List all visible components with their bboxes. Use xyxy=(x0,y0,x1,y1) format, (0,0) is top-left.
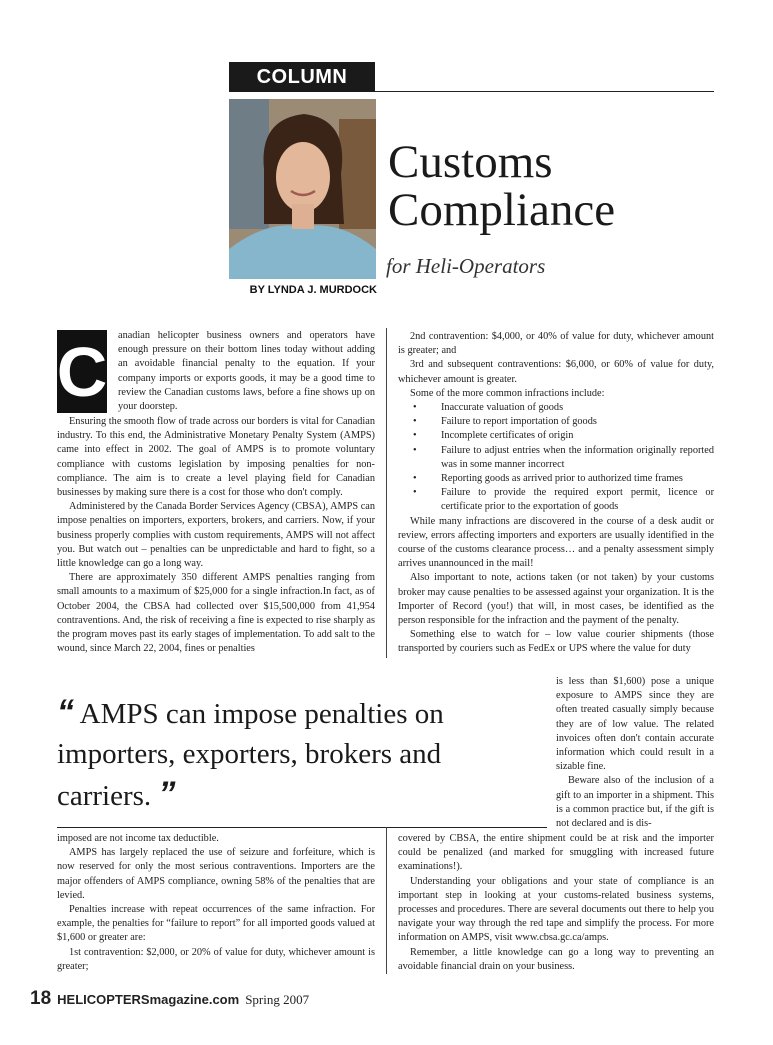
open-quote-icon: “ xyxy=(57,693,74,731)
list-item: • Inaccurate valuation of goods xyxy=(398,401,714,415)
paragraph: 3rd and subsequent contraventions: $6,000, or 60% of value for duty, whichever amount is greater. xyxy=(398,359,714,385)
left-column-bottom xyxy=(57,832,375,974)
paragraph: imposed are not income tax deductible. xyxy=(57,833,219,844)
issue-date: Spring 2007 xyxy=(245,992,310,1007)
paragraph: Penalties increase with repeat occurrences of the same infraction. For example, the penalties for “failure to report” for all imported goods valued at $1,600 or greater are: xyxy=(57,904,375,944)
paragraph: Beware also of the inclusion of a gift to an importer in a shipment. This is a common practice but, if the gift is not declared and is dis- xyxy=(556,775,714,830)
paragraph: There are approximately 350 different AMPS penalties ranging from small amounts to a maximum of $25,000 for a single infraction.In fact, as of October 2004, the CBSA had collected over $15,500,000 from 41,954 contraventions. And, the risk of receiving a fine is expected to rise sharply as the program moves past its early stages of implementation. To add salt to the wound, since March 22, 2004, fines or penalties xyxy=(57,572,375,655)
paragraph: anadian helicopter business owners and operators have enough pressure on their bottom lines today without adding an avoidable financial penalty to the equation. If your company imports or exports goods, it may be a good time to review the Canadian customs laws, before a fine shows up on your doorstep. xyxy=(118,330,375,413)
paragraph: Understanding your obligations and your state of compliance is an important step in looking at your customs-related business systems, processes and procedures. There are several documents out there to help you navigate your way through the red tape and simplify the process. For more information on AMPS, visit www.cbsa.gc.ca/amps. xyxy=(398,875,714,944)
right-column-top xyxy=(398,330,714,657)
paragraph: Some of the more common infractions include: xyxy=(410,387,605,399)
byline: BY LYNDA J. MURDOCK xyxy=(249,284,377,296)
column-divider xyxy=(386,827,387,974)
list-item: • Failure to report importation of goods xyxy=(398,415,714,429)
left-column-top xyxy=(57,415,375,656)
paragraph: Administered by the Canada Border Services Agency (CBSA), AMPS can impose penalties on importers, exporters, brokers, and carriers. Now, if your business properly complies with custom requirements, AMPS will not affect you. But watch out – penalties can be unpredictable and hard to fight, so a little knowledge can go a long way. xyxy=(57,501,375,570)
drop-cap: C xyxy=(57,330,107,413)
paragraph: Remember, a little knowledge can go a long way to preventing an avoidable financial drain on your business. xyxy=(398,946,714,972)
paragraph: is less than $1,600) pose a unique exposure to AMPS since they are often treated casually simply because they are of low value. The related invoices often don't contain accurate information which could result in a sizable fine. xyxy=(556,676,714,773)
title-line: Compliance xyxy=(388,184,616,236)
paragraph: 2nd contravention: $4,000, or 40% of value for duty, whichever amount is greater; and xyxy=(398,331,714,357)
magazine-url: HELICOPTERSmagazine.com xyxy=(57,992,240,1007)
paragraph: AMPS has largely replaced the use of seizure and forfeiture, which is now reserved for only the most serious contraventions. Importers are the major offenders of AMPS compliance, owning 58% of the penalties that are levied. xyxy=(57,847,375,901)
page-number: 18 xyxy=(30,988,52,1009)
list-item: • Incomplete certificates of origin xyxy=(398,429,714,443)
pull-quote-text: AMPS can impose penalties on importers, exporters, brokers and carriers. xyxy=(57,698,444,812)
right-column-bottom xyxy=(398,832,714,974)
paragraph: Something else to watch for – low value courier shipments (those transported by couriers such as FedEx or UPS where the value for duty xyxy=(398,629,714,655)
infractions-list xyxy=(398,401,714,515)
left-column-intro xyxy=(118,329,375,414)
header-rule xyxy=(375,91,714,92)
close-quote-icon: ” xyxy=(158,775,176,813)
paragraph: 1st contravention: $2,000, or 20% of value for duty, whichever amount is greater; xyxy=(57,946,375,972)
page-footer xyxy=(30,988,309,1010)
side-narrow-column xyxy=(556,675,714,831)
column-divider xyxy=(386,328,387,658)
article-subtitle: for Heli-Operators xyxy=(386,254,546,278)
title-line: Customs xyxy=(388,136,553,188)
list-item: • Failure to provide the required export permit, licence or certificate prior to the exportation of goods xyxy=(398,486,714,514)
paragraph: Ensuring the smooth flow of trade across our borders is vital for Canadian industry. To this end, the Administrative Monetary Penalty System (AMPS) came into effect in 2002. The goal of AMPS is to promote voluntary compliance with customs legislation by imposing penalties for non-compliance. The aim is to create a level playing field for Canadian businesses by making sure there is a cost for those who don't comply. xyxy=(57,416,375,499)
article-title xyxy=(388,138,615,234)
author-photo xyxy=(229,99,376,279)
list-item: • Failure to adjust entries when the information originally reported was in some manner incorrect xyxy=(398,444,714,472)
column-tag: COLUMN xyxy=(229,62,375,92)
pull-quote xyxy=(57,692,537,816)
list-item: • Reporting goods as arrived prior to authorized time frames xyxy=(398,472,714,486)
paragraph: covered by CBSA, the entire shipment could be at risk and the importer could be penalized (and marked for smuggling with increased future examinations!). xyxy=(398,833,714,873)
section-rule xyxy=(57,827,547,828)
paragraph: Also important to note, actions taken (or not taken) by your customs broker may cause penalties to be assessed against your organization. It is the Importer of Record (you!) that will, in most cases, be identified as the person responsible for the infraction and the payment of the penalty. xyxy=(398,572,714,627)
paragraph: While many infractions are discovered in the course of a desk audit or review, errors affecting importers and exporters are usually identified in the course of the customs clearance process… and a penalty assessment simply arrives unannounced in the mail! xyxy=(398,515,714,570)
